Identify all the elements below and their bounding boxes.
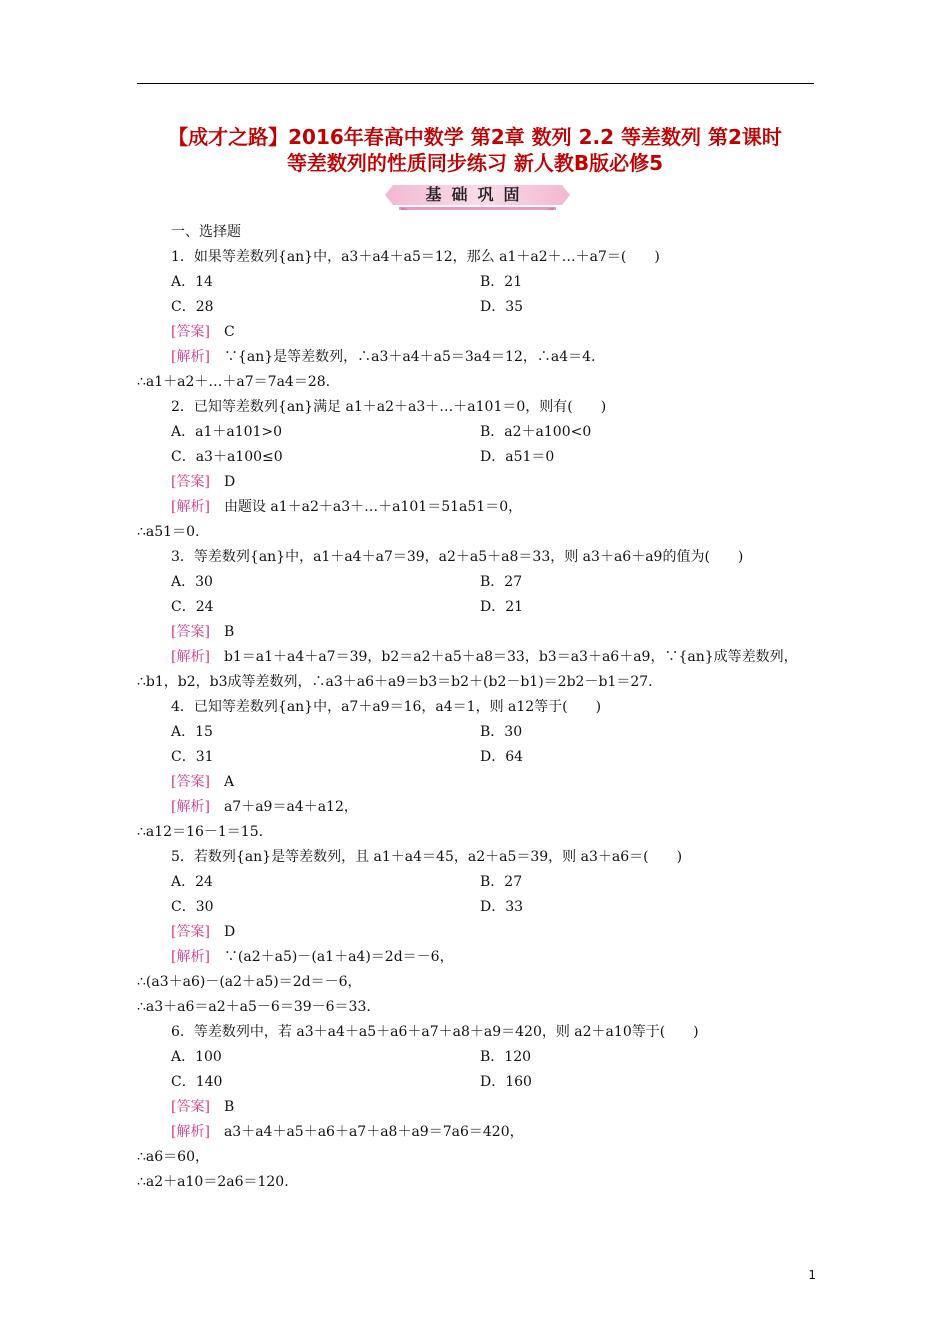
option: D．21 bbox=[480, 599, 524, 615]
answer-line bbox=[171, 920, 235, 945]
option: D．33 bbox=[480, 899, 524, 915]
answer-line bbox=[171, 1095, 234, 1120]
answer-tag: [答案] bbox=[171, 324, 210, 340]
answer-value: D bbox=[223, 924, 236, 940]
option: A．15 bbox=[171, 724, 213, 740]
analysis-text: 由题设 a1＋a2＋a3＋…＋a101＝51a51＝0， bbox=[223, 499, 523, 515]
option: C．31 bbox=[171, 749, 214, 765]
question-stem: 4．已知等差数列{an}中，a7＋a9＝16，a4＝1，则 a12等于( ) bbox=[171, 699, 602, 715]
analysis-tag: [解析] bbox=[171, 499, 210, 515]
analysis-tag: [解析] bbox=[171, 949, 210, 965]
analysis-text: ∴a3＋a6＝a2＋a5－6＝39－6＝33. bbox=[137, 999, 371, 1015]
option: B．21 bbox=[480, 274, 523, 290]
analysis-text: ∴a12＝16－1＝15. bbox=[137, 824, 264, 840]
section-heading: 一、选择题 bbox=[171, 224, 241, 240]
option: D．160 bbox=[480, 1074, 532, 1090]
option: B．27 bbox=[480, 574, 523, 590]
option: C．140 bbox=[171, 1074, 223, 1090]
analysis-text: ∵(a2＋a5)－(a1＋a4)＝2d＝－6， bbox=[223, 949, 454, 965]
option: A．14 bbox=[171, 274, 213, 290]
analysis-text: ∵{an}是等差数列，∴a3＋a4＋a5＝3a4＝12，∴a4＝4. bbox=[223, 349, 596, 365]
analysis-tag: [解析] bbox=[171, 349, 210, 365]
answer-tag: [答案] bbox=[171, 624, 210, 640]
option: C．a3＋a100≤0 bbox=[171, 449, 283, 465]
option: C．30 bbox=[171, 899, 214, 915]
option: C．24 bbox=[171, 599, 214, 615]
answer-value: B bbox=[223, 1099, 235, 1115]
answer-value: B bbox=[223, 624, 235, 640]
question-stem: 6．等差数列中，若 a3＋a4＋a5＋a6＋a7＋a8＋a9＝420，则 a2＋a10等于( ) bbox=[171, 1024, 699, 1040]
section-banner-label: 基础巩固 bbox=[425, 185, 530, 204]
option: A．a1＋a101>0 bbox=[171, 424, 283, 440]
option: B．120 bbox=[480, 1049, 532, 1065]
answer-value: C bbox=[223, 324, 235, 340]
analysis-line bbox=[171, 945, 454, 970]
question-stem: 5．若数列{an}是等差数列，且 a1＋a4＝45，a2＋a5＝39，则 a3＋a6＝( ) bbox=[171, 849, 683, 865]
analysis-text: ∴a51＝0. bbox=[137, 524, 200, 540]
analysis-text: ∴b1，b2，b3成等差数列，∴a3＋a6＋a9＝b3＝b2＋(b2－b1)＝2b2－b1＝27. bbox=[137, 674, 653, 690]
answer-tag: [答案] bbox=[171, 1099, 210, 1115]
answer-line bbox=[171, 770, 234, 795]
answer-line bbox=[171, 320, 235, 345]
option: D．35 bbox=[480, 299, 524, 315]
answer-line bbox=[171, 470, 235, 495]
header-rule bbox=[137, 83, 814, 84]
analysis-text: a3＋a4＋a5＋a6＋a7＋a8＋a9＝7a6＝420， bbox=[223, 1124, 524, 1140]
answer-value: D bbox=[223, 474, 236, 490]
answer-tag: [答案] bbox=[171, 474, 210, 490]
page-number: 1 bbox=[808, 1268, 816, 1282]
analysis-line bbox=[171, 1120, 524, 1145]
analysis-tag: [解析] bbox=[171, 799, 210, 815]
analysis-text: a7＋a9＝a4＋a12， bbox=[223, 799, 358, 815]
analysis-text: b1＝a1＋a4＋a7＝39，b2＝a2＋a5＋a8＝33，b3＝a3＋a6＋a9，∵{an}成等差数列， bbox=[223, 649, 798, 665]
option: B．a2＋a100<0 bbox=[480, 424, 592, 440]
question-stem: 3．等差数列{an}中，a1＋a4＋a7＝39，a2＋a5＋a8＝33，则 a3＋a6＋a9的值为( ) bbox=[171, 549, 744, 565]
analysis-line bbox=[171, 345, 595, 370]
document-title-line1: 【成才之路】2016年春高中数学 第2章 数列 2.2 等差数列 第2课时 bbox=[168, 125, 782, 149]
option: B．27 bbox=[480, 874, 523, 890]
answer-value: A bbox=[223, 774, 235, 790]
option: A．30 bbox=[171, 574, 213, 590]
option: B．30 bbox=[480, 724, 523, 740]
analysis-line bbox=[171, 495, 522, 520]
answer-tag: [答案] bbox=[171, 924, 210, 940]
analysis-text: ∴a1＋a2＋…＋a7＝7a4＝28. bbox=[137, 374, 331, 390]
question-stem: 2．已知等差数列{an}满足 a1＋a2＋a3＋…＋a101＝0，则有( ) bbox=[171, 399, 607, 415]
analysis-text: ∴(a3＋a6)－(a2＋a5)＝2d＝－6， bbox=[137, 974, 362, 990]
analysis-text: ∴a6＝60， bbox=[137, 1149, 209, 1165]
analysis-tag: [解析] bbox=[171, 649, 210, 665]
analysis-text: ∴a2＋a10＝2a6＝120. bbox=[137, 1174, 289, 1190]
analysis-tag: [解析] bbox=[171, 1124, 210, 1140]
option: C．28 bbox=[171, 299, 214, 315]
option: A．100 bbox=[171, 1049, 222, 1065]
option: D．a51＝0 bbox=[480, 449, 555, 465]
question-stem: 1．如果等差数列{an}中，a3＋a4＋a5＝12，那么 a1＋a2＋…＋a7＝( ) bbox=[171, 249, 660, 265]
option: D．64 bbox=[480, 749, 524, 765]
analysis-line bbox=[171, 645, 798, 670]
answer-tag: [答案] bbox=[171, 774, 210, 790]
answer-line bbox=[171, 620, 234, 645]
document-title-line2: 等差数列的性质同步练习 新人教B版必修5 bbox=[286, 151, 664, 175]
analysis-line bbox=[171, 795, 358, 820]
option: A．24 bbox=[171, 874, 213, 890]
